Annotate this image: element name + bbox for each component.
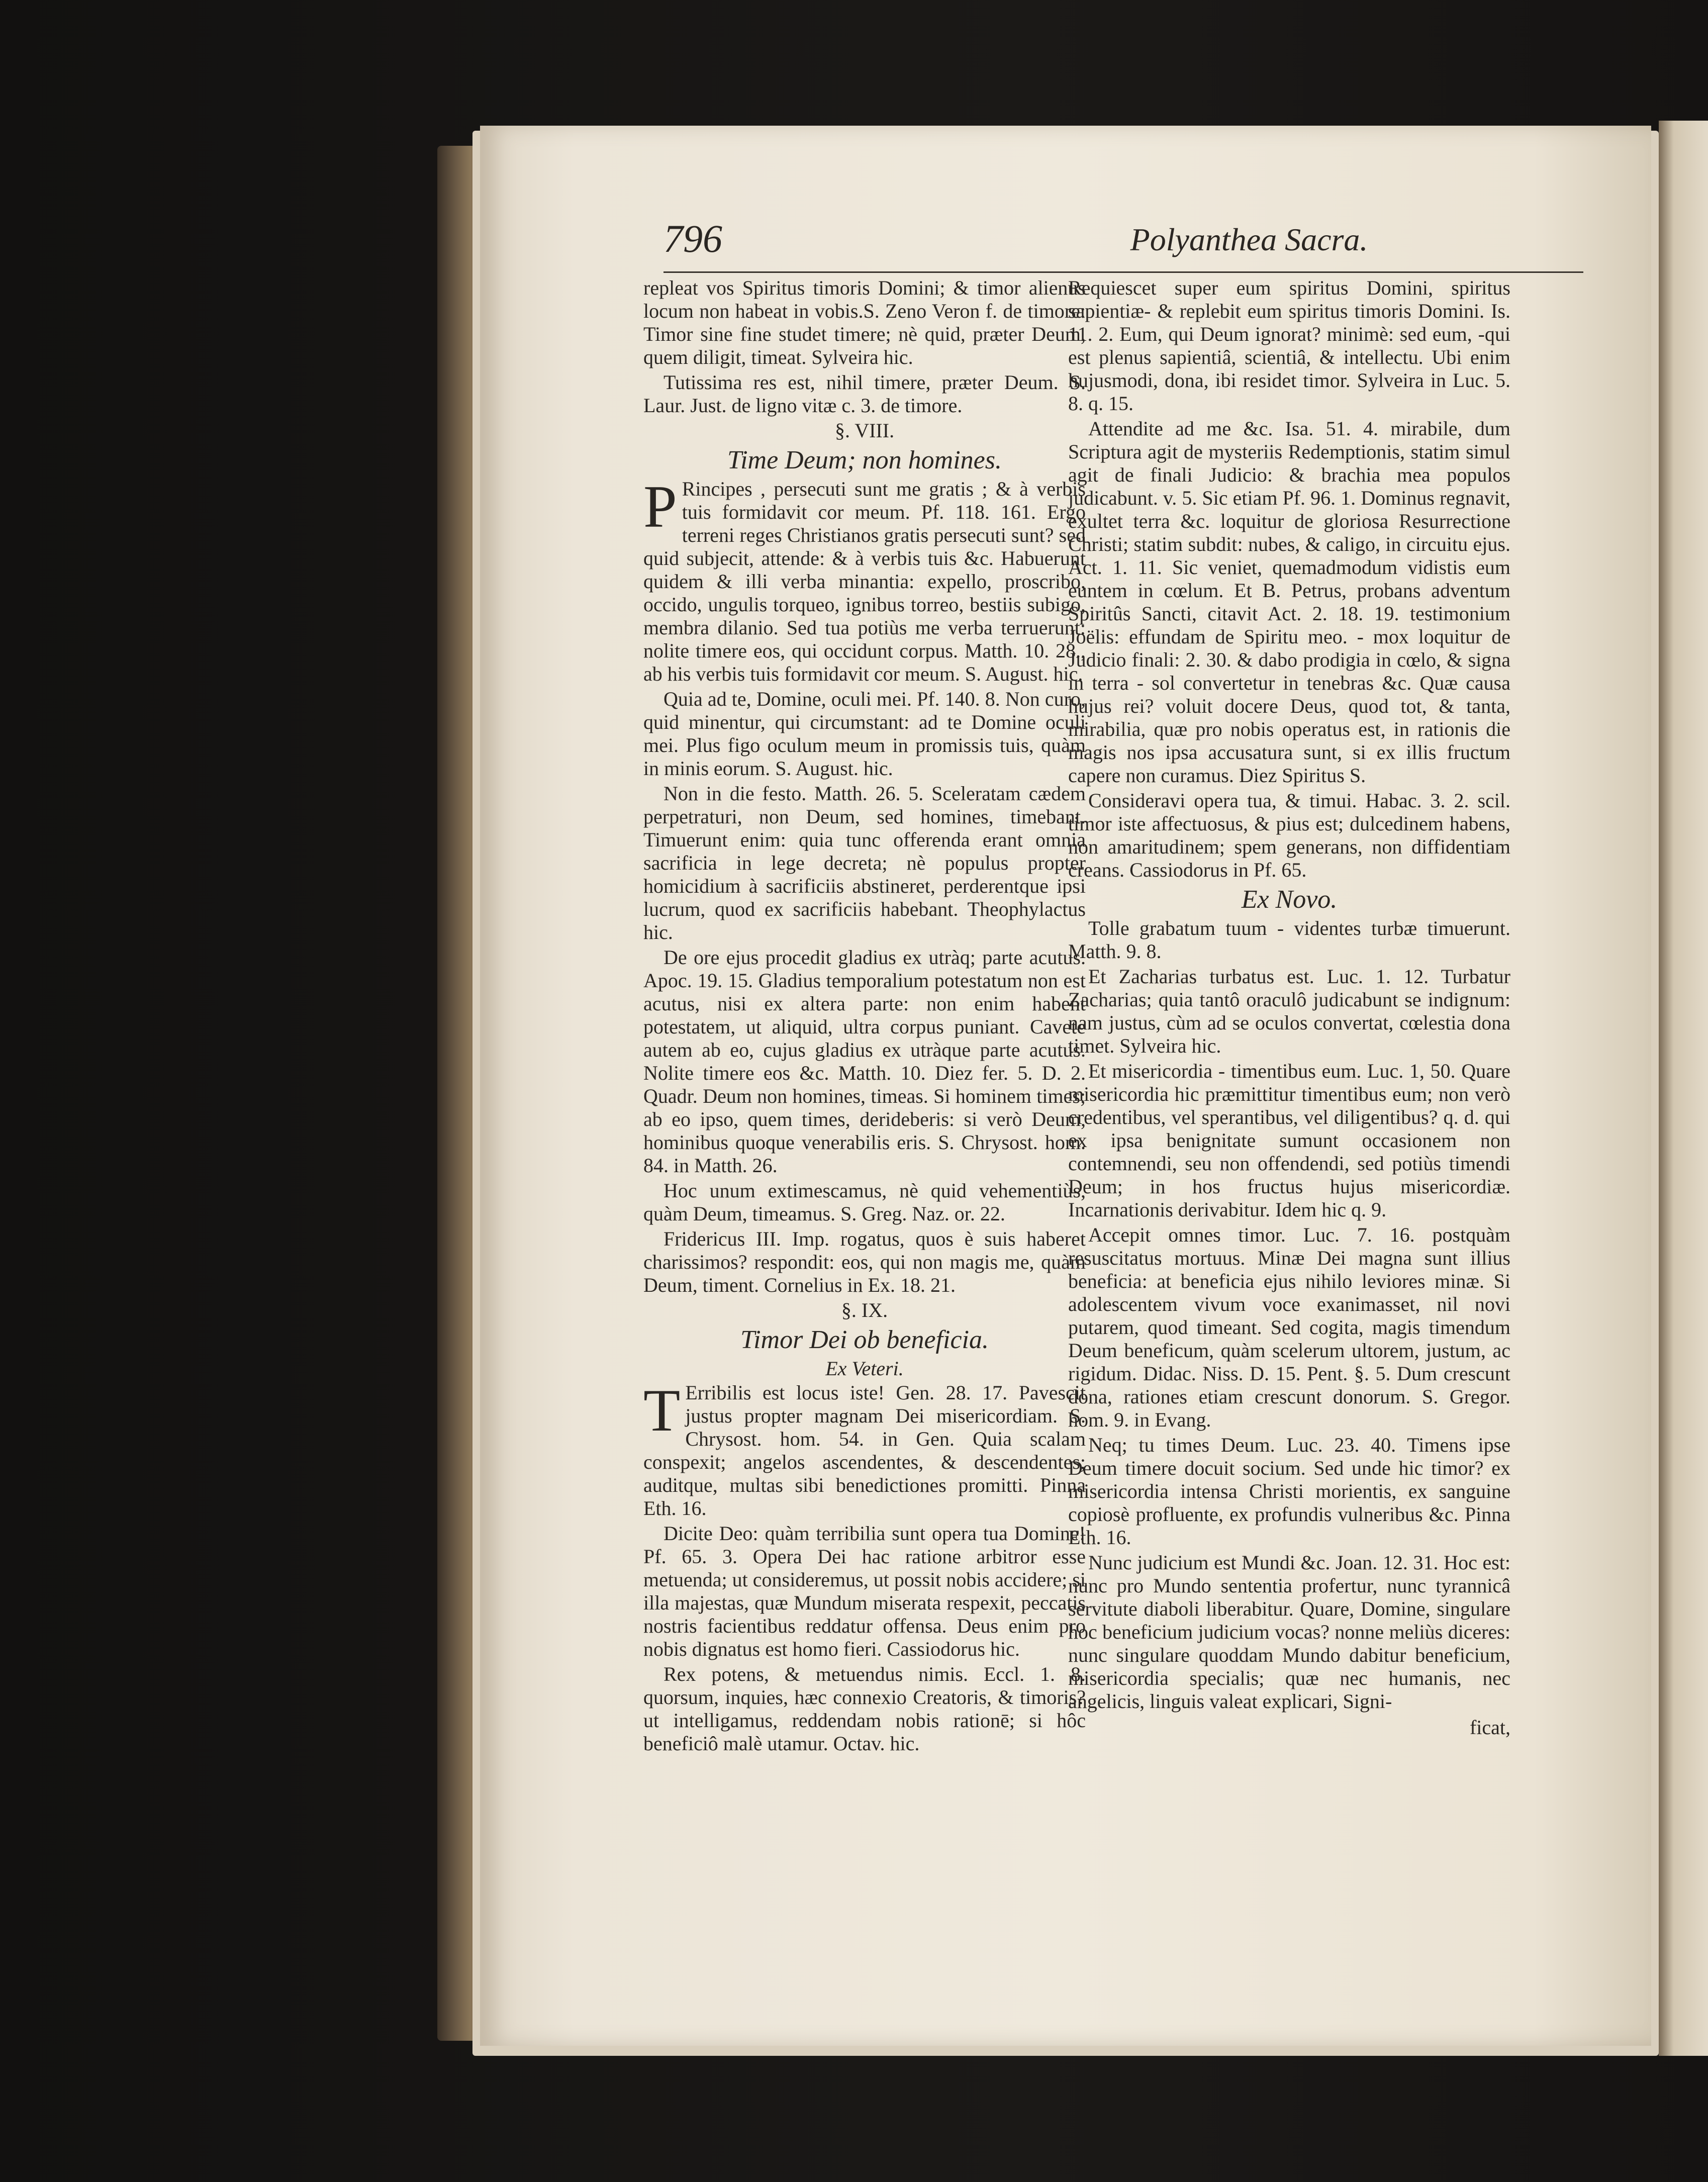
paragraph bbox=[1068, 1434, 1510, 1549]
paragraph bbox=[1068, 1223, 1510, 1432]
paragraph-text: Hoc unum extimescamus, nè quid vehementiùs, quàm Deum, timeamus. S. Greg. Naz. or. 22. bbox=[643, 1179, 1086, 1225]
paragraph bbox=[643, 1522, 1086, 1661]
paragraph-text: Nunc judicium est Mundi &c. Joan. 12. 31. Hoc est: nunc pro Mundo sententia profertur, nunc tyrannicâ servitute diaboli liberabitur. Quare, Domine, singulare hoc beneficium judicium vocas? nonne meliùs diceres: nunc singulare quoddam Mundo dabitur beneficium, misericordia specialis; quæ nec humanis, nec angelicis, linguis valeat explicari, Signi- bbox=[1068, 1551, 1510, 1713]
paragraph-text: §. IX. bbox=[841, 1298, 888, 1321]
paragraph bbox=[1068, 965, 1510, 1058]
paragraph-text: Consideravi opera tua, & timui. Habac. 3. 2. scil. timor iste affectuosus, & pius est; dulcedinem habens, non amaritudinem; spem generans, non diffidentiam creans. Cassiodorus in Pf. 65. bbox=[1068, 789, 1510, 881]
paragraph-text: Quia ad te, Domine, oculi mei. Pf. 140. 8. Non curo, quid minentur, qui circumstant: ad te Domine oculi mei. Plus figo oculum meum in promissis tuis, quàm in minis eorum. S. August. hic. bbox=[643, 687, 1086, 780]
left-text-column bbox=[643, 276, 1086, 1757]
paragraph-text: Tolle grabatum tuum - videntes turbæ timuerunt. Matth. 9. 8. bbox=[1068, 916, 1510, 963]
drop-cap: T bbox=[643, 1376, 681, 1444]
paragraph-text: Et misericordia - timentibus eum. Luc. 1, 50. Quare misericordia hic præmittitur timentibus eum; non verò credentibus, vel sperantibus, vel diligentibus? q. d. qui ex ipsa benignitate sumunt occasionem non contemnendi, seu non offendendi, sed potiùs timendi Deum; in hos fructus hujus misericordiæ. Incarnationis derivabitur. Idem hic q. 9. bbox=[1068, 1059, 1510, 1221]
subsection-heading bbox=[643, 1357, 1086, 1380]
section-number bbox=[643, 1299, 1086, 1322]
paragraph bbox=[643, 1376, 1086, 1520]
paragraph bbox=[643, 782, 1086, 944]
paragraph-text: §. VIII. bbox=[834, 419, 895, 442]
paragraph bbox=[1068, 1551, 1510, 1713]
section-heading bbox=[643, 445, 1086, 476]
paragraph-text: Dicite Deo: quàm terribilia sunt opera tua Domine! Pf. 65. 3. Opera Dei hac ratione arbitror esse metuenda; ut consideremus, ut possit nobis accidere; si illa majestas, quæ Mundum miserata respexit, peccatis nostris facientibus reddatur offensa. Deus enim pro nobis dignatus est homo fieri. Cassiodorus hic. bbox=[643, 1522, 1086, 1660]
page-header bbox=[663, 216, 1583, 273]
right-text-column bbox=[1068, 276, 1510, 1741]
section-number bbox=[643, 419, 1086, 442]
book-page bbox=[480, 126, 1651, 2046]
paragraph bbox=[643, 688, 1086, 780]
paragraph-text: Erribilis est locus iste! Gen. 28. 17. Pavescit justus propter magnam Dei misericordiam. S. Chrysost. hom. 54. in Gen. Quia scalam conspexit; angelos ascendentes, & descendentes; auditque, multas sibi benedictiones promitti. Pinna Eth. 16. bbox=[643, 1381, 1086, 1520]
drop-cap: P bbox=[643, 472, 677, 540]
paragraph-text: Ex Novo. bbox=[1241, 885, 1338, 914]
paragraph bbox=[1068, 789, 1510, 882]
paragraph-text: Non in die festo. Matth. 26. 5. Sceleratam cædem perpetraturi, non Deum, sed homines, timebant. Timuerunt enim: quia tunc offerenda erant omnia sacrificia in lege decreta; nè populus propter homicidium à sacrificiis abstineret, perderentque ipsi lucrum, quod ex sacrificiis habebant. Theophylactus hic. bbox=[643, 782, 1086, 943]
paragraph-text: Rincipes , persecuti sunt me gratis ; & à verbis tuis formidavit cor meum. Pf. 118. 161. Ergo terreni reges Christianos gratis persecuti sunt? sed quid subjecit, attende: & à verbis tuis &c. Habuerunt quidem & illi verba minantia: expello, proscribo, occido, ungulis torqueo, ignibus torreo, bestiis subigo, membra dilanio. Sed tua potiùs me verba terruerunt: nolite timere eos, qui occidunt corpus. Matth. 10. 28., ab his verbis tuis formidavit cor meum. S. August. hic. bbox=[643, 477, 1086, 685]
paragraph-text: Timor Dei ob beneficia. bbox=[740, 1325, 989, 1354]
paragraph-text: Attendite ad me &c. Isa. 51. 4. mirabile, dum Scriptura agit de mysteriis Redemptionis, statim simul agit de finali Judicio: & brachia mea populos judicabunt. v. 5. Sic etiam Pf. 96. 1. Dominus regnavit, exultet terra &c. loquitur de gloriosa Resurrectione Christi; statim subdit: nubes, & caligo, in circuitu ejus. Act. 1. 11. Sic veniet, quemadmodum vidistis eum euntem in cœlum. Et B. Petrus, probans adventum Spiritûs Sancti, citavit Act. 2. 18. 19. testimonium Joëlis: effundam de Spiritu meo. - mox loquitur de Judicio finali: 2. 30. & dabo prodigia in cœlo, & signa in terra - sol convertetur in tenebras &c. Quæ causa hujus rei? voluit docere Deus, quod tot, & tanta, mirabilia, quæ pro nobis operatus est, in rationis die magis nos ipsa accusatura sunt, si ex illis fructum capere non curamus. Diez Spiritus S. bbox=[1068, 417, 1510, 787]
paragraph bbox=[643, 472, 1086, 686]
section-heading bbox=[643, 1325, 1086, 1355]
paragraph bbox=[643, 371, 1086, 417]
page-number: 796 bbox=[663, 217, 722, 260]
paragraph-text: Ex Veteri. bbox=[825, 1357, 904, 1380]
paragraph-text: ficat, bbox=[1469, 1716, 1510, 1739]
paragraph bbox=[1068, 917, 1510, 963]
paragraph-text: Time Deum; non homines. bbox=[727, 446, 1002, 475]
paragraph-text: Neq; tu times Deum. Luc. 23. 40. Timens ipse Deum timere docuit socium. Sed unde hic timor? ex misericordia intensa Christi morientis, ex sanguine copiosè profluente, ex profundis vulneribus &c. Pinna Eth. 16. bbox=[1068, 1433, 1510, 1549]
paragraph-text: Tutissima res est, nihil timere, præter Deum. S. Laur. Just. de ligno vitæ c. 3. de timore. bbox=[643, 371, 1086, 417]
paragraph bbox=[643, 1179, 1086, 1225]
paragraph-text: Accepit omnes timor. Luc. 7. 16. postquàm resuscitatus mortuus. Minæ Dei magna sunt illius beneficia: at beneficia ejus nihilo leviores minæ. Si adolescentem vivum voce exanimasset, nil novi putarem, quod timeant. Sed cogita, magis timendum Deum beneficum, quàm scelerum ultorem, justum, ac rigidum. Didac. Niss. D. 15. Pent. §. 5. Dum crescunt dona, rationes etiam crescunt donorum. S. Gregor. hom. 9. in Evang. bbox=[1068, 1223, 1510, 1431]
paragraph bbox=[1068, 1060, 1510, 1221]
paragraph bbox=[643, 1663, 1086, 1755]
paragraph bbox=[1068, 276, 1510, 415]
paragraph-text: Rex potens, & metuendus nimis. Eccl. 1. 8. quorsum, inquies, hæc connexio Creatoris, & timoris? ut intelligamus, reddendam nobis rationē; si hôc beneficiô malè utamur. Octav. hic. bbox=[643, 1662, 1086, 1755]
paragraph-text: Fridericus III. Imp. rogatus, quos è suis haberet charissimos? respondit: eos, qui non magis me, quàm Deum, timent. Cornelius in Ex. 18. 21. bbox=[643, 1227, 1086, 1296]
paragraph bbox=[643, 276, 1086, 369]
paragraph bbox=[1068, 417, 1510, 787]
catchword bbox=[1068, 1716, 1510, 1739]
section-heading bbox=[1068, 885, 1510, 915]
paragraph-text: Et Zacharias turbatus est. Luc. 1. 12. Turbatur Zacharias; quia tantô oraculô judicabunt se indignum: nam justus, cùm ad se oculos convertat, cœlestia dona timet. Sylveira hic. bbox=[1068, 965, 1510, 1057]
running-title: Polyanthea Sacra. bbox=[1130, 222, 1368, 257]
paragraph-text: Requiescet super eum spiritus Domini, spiritus sapientiæ- & replebit eum spiritus timoris Domini. Is. 11. 2. Eum, qui Deum ignorat? minimè: sed eum, -qui est plenus sapientiâ, scientiâ, & intellectu. Ubi enim hujusmodi, dona, ibi residet timor. Sylveira in Luc. 5. 8. q. 15. bbox=[1068, 276, 1510, 415]
paragraph bbox=[643, 946, 1086, 1177]
paragraph-text: De ore ejus procedit gladius ex utràq; parte acutus. Apoc. 19. 15. Gladius temporalium potestatum non est acutus, nisi ex altera parte: non enim habent potestatem, ut aliquid, ultra corpus puniant. Cavete autem ab eo, cujus gladius ex utràque parte acutus. Nolite timere eos &c. Matth. 10. Diez fer. 5. D. 2. Quadr. Deum non homines, timeas. Si hominem times; ab eo ipso, quem times, derideberis: si verò Deum, hominibus quoque venerabilis eris. S. Chrysost. hom. 84. in Matth. 26. bbox=[643, 945, 1086, 1177]
paragraph bbox=[643, 1227, 1086, 1297]
paragraph-text: repleat vos Spiritus timoris Domini; & timor alienus locum non habeat in vobis.S. Zeno Veron f. de timore: Timor sine fine studet timere; nè quid, præter Deum, quem diligit, timeat. Sylveira hic. bbox=[643, 276, 1086, 368]
adjacent-page-edge bbox=[1659, 121, 1708, 2056]
